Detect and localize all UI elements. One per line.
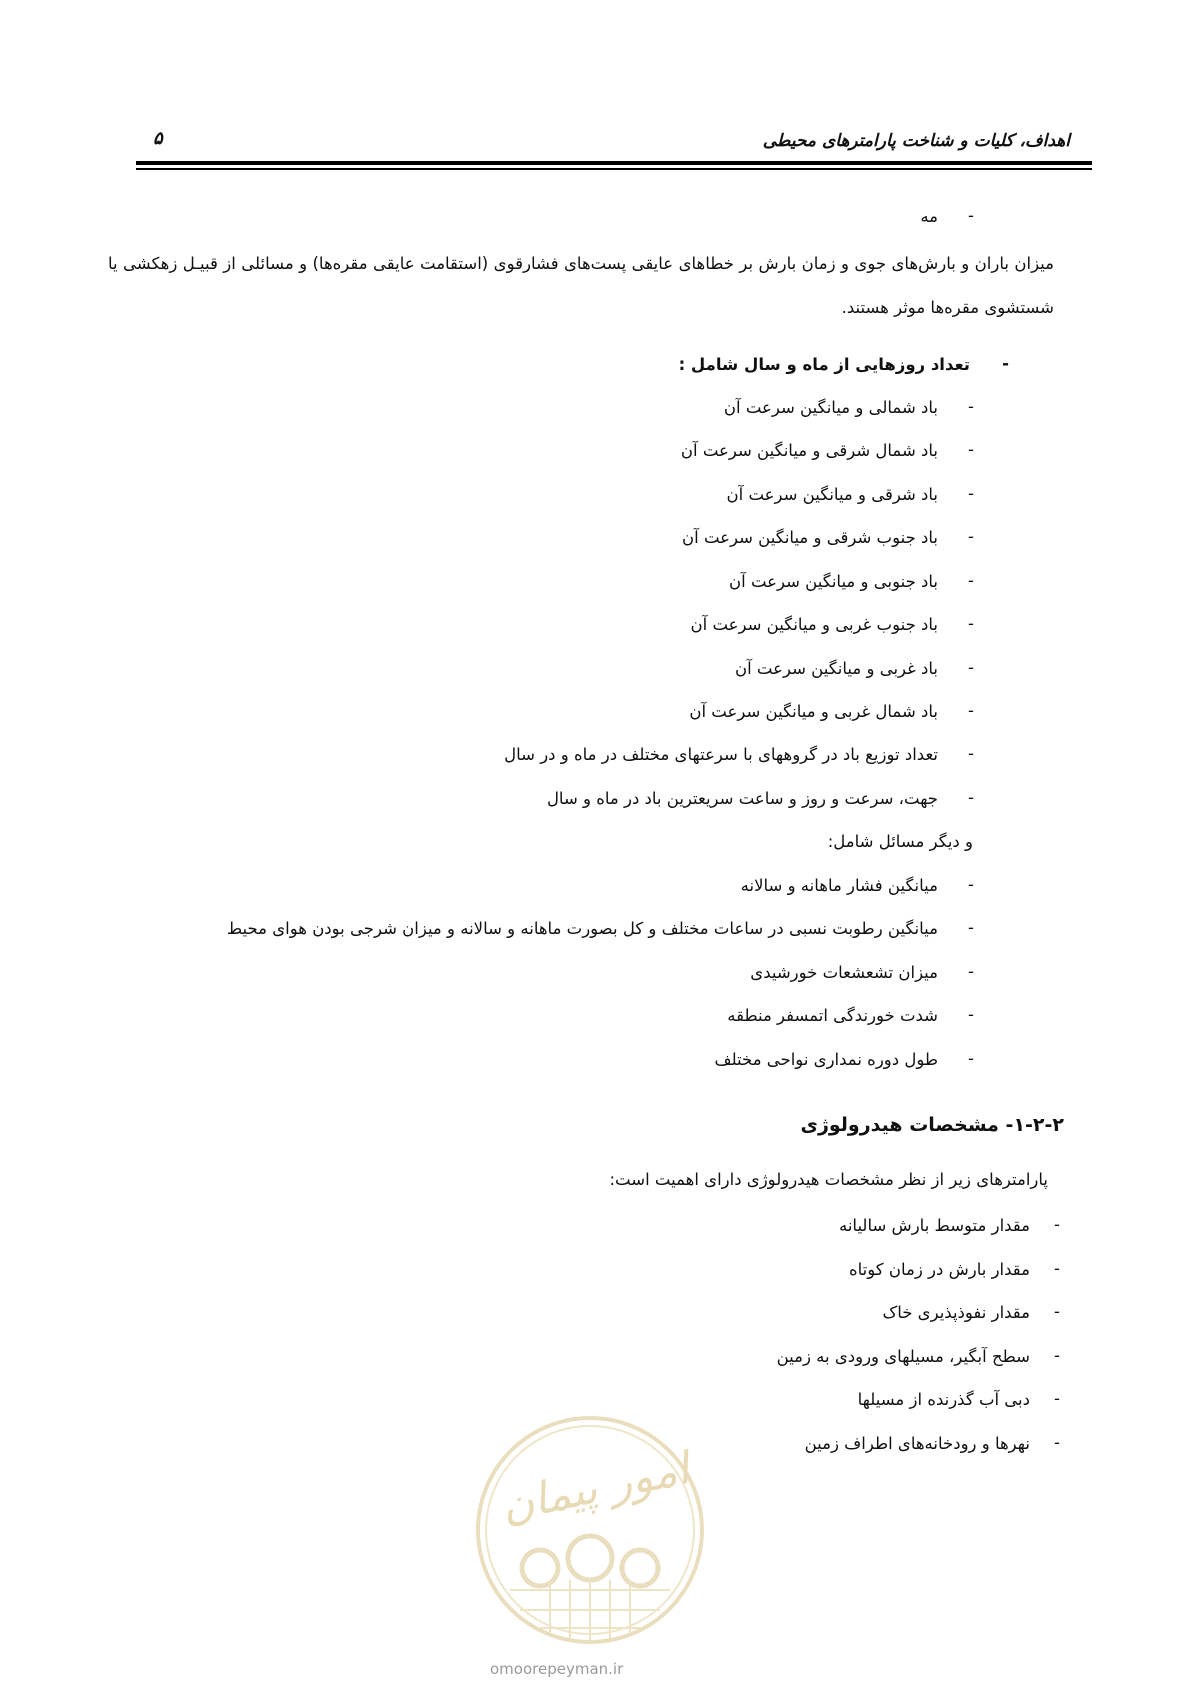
section-title: ۱-۲-۲- مشخصات هیدرولوژی [800,1114,1064,1136]
list-dash: - [968,440,974,459]
list-item: طول دوره نمداری نواحی مختلف [714,1050,938,1069]
list-item: باد جنوب غربی و میانگین سرعت آن [690,615,938,634]
list-dash: - [1054,1259,1060,1278]
list-dash: - [1054,1433,1060,1452]
list-item: دبی آب گذرنده از مسیلها [857,1390,1030,1409]
list-item: باد جنوبی و میانگین سرعت آن [729,572,938,591]
list-dash: - [968,571,974,590]
list-item: میانگین فشار ماهانه و سالانه [740,876,938,895]
list-dash: - [968,918,974,937]
list-dash: - [968,397,974,416]
section-intro: پارامترهای زیر از نظر مشخصات هیدرولوژی دارای اهمیت است: [609,1170,1048,1189]
list-item: جهت، سرعت و روز و ساعت سریعترین باد در ماه و سال [546,789,938,808]
list-item: میزان تشعشعات خورشیدی [750,963,938,982]
list-item: باد شمال شرقی و میانگین سرعت آن [680,441,938,460]
list-dash: - [1054,1215,1060,1234]
days-heading: تعداد روزهایی از ماه و سال شامل : [678,355,970,374]
list-item: باد شرقی و میانگین سرعت آن [726,485,938,504]
list-dash: - [1054,1346,1060,1365]
list-item: سطح آبگیر، مسیلهای ورودی به زمین [776,1347,1030,1366]
list-dash: - [968,658,974,677]
list-dash: - [1054,1302,1060,1321]
list-item: باد غربی و میانگین سرعت آن [734,659,938,678]
watermark-stamp [470,1410,710,1650]
list-item: مقدار متوسط بارش سالیانه [838,1216,1030,1235]
list-dash: - [968,701,974,720]
list-item: مقدار بارش در زمان کوتاه [848,1260,1030,1279]
list-item: مقدار نفوذپذیری خاک [882,1303,1030,1322]
list-dash: - [968,962,974,981]
list-dash: - [968,788,974,807]
list-item: نهرها و رودخانه‌های اطراف زمین [804,1434,1030,1453]
list-item: شدت خورندگی اتمسفر منطقه [727,1006,938,1025]
page-number: ۵ [153,128,163,149]
list-item: باد شمال غربی و میانگین سرعت آن [689,702,938,721]
list-dash: - [968,1049,974,1068]
list-dash: - [1002,354,1009,373]
list-dash: - [968,484,974,503]
month-item: مه [920,207,938,226]
list-item: باد جنوب شرقی و میانگین سرعت آن [682,528,938,547]
list-item: تعداد توزیع باد در گروههای با سرعتهای مختلف در ماه و در سال [504,745,938,764]
rain-paragraph: میزان باران و بارش‌های جوی و زمان بارش بر خطاهای عایقی پست‌های فشارقوی (استقامت عایقی مقره‌ها) و مسائلی از قبیـل زهکشی یا شستشوی مقره‌ها موثر هستند. [108,254,1054,317]
list-dash: - [968,614,974,633]
list-item: میانگین رطوبت نسبی در ساعات مختلف و کل بصورت ماهانه و سالانه و میزان شرجی بودن هوای محیط [226,919,938,938]
list-dash: - [968,206,974,225]
header-title: اهداف، کلیات و شناخت پارامترهای محیطی [762,131,1070,151]
watermark-url: omoorepeyman.ir [490,1660,624,1678]
svg-text:امور پیمان: امور پیمان [496,1443,694,1533]
other-heading: و دیگر مسائل شامل: [827,832,973,851]
list-item: باد شمالی و میانگین سرعت آن [723,398,938,417]
list-dash: - [968,527,974,546]
list-dash: - [1054,1389,1060,1408]
list-dash: - [968,1005,974,1024]
list-dash: - [968,744,974,763]
list-dash: - [968,875,974,894]
